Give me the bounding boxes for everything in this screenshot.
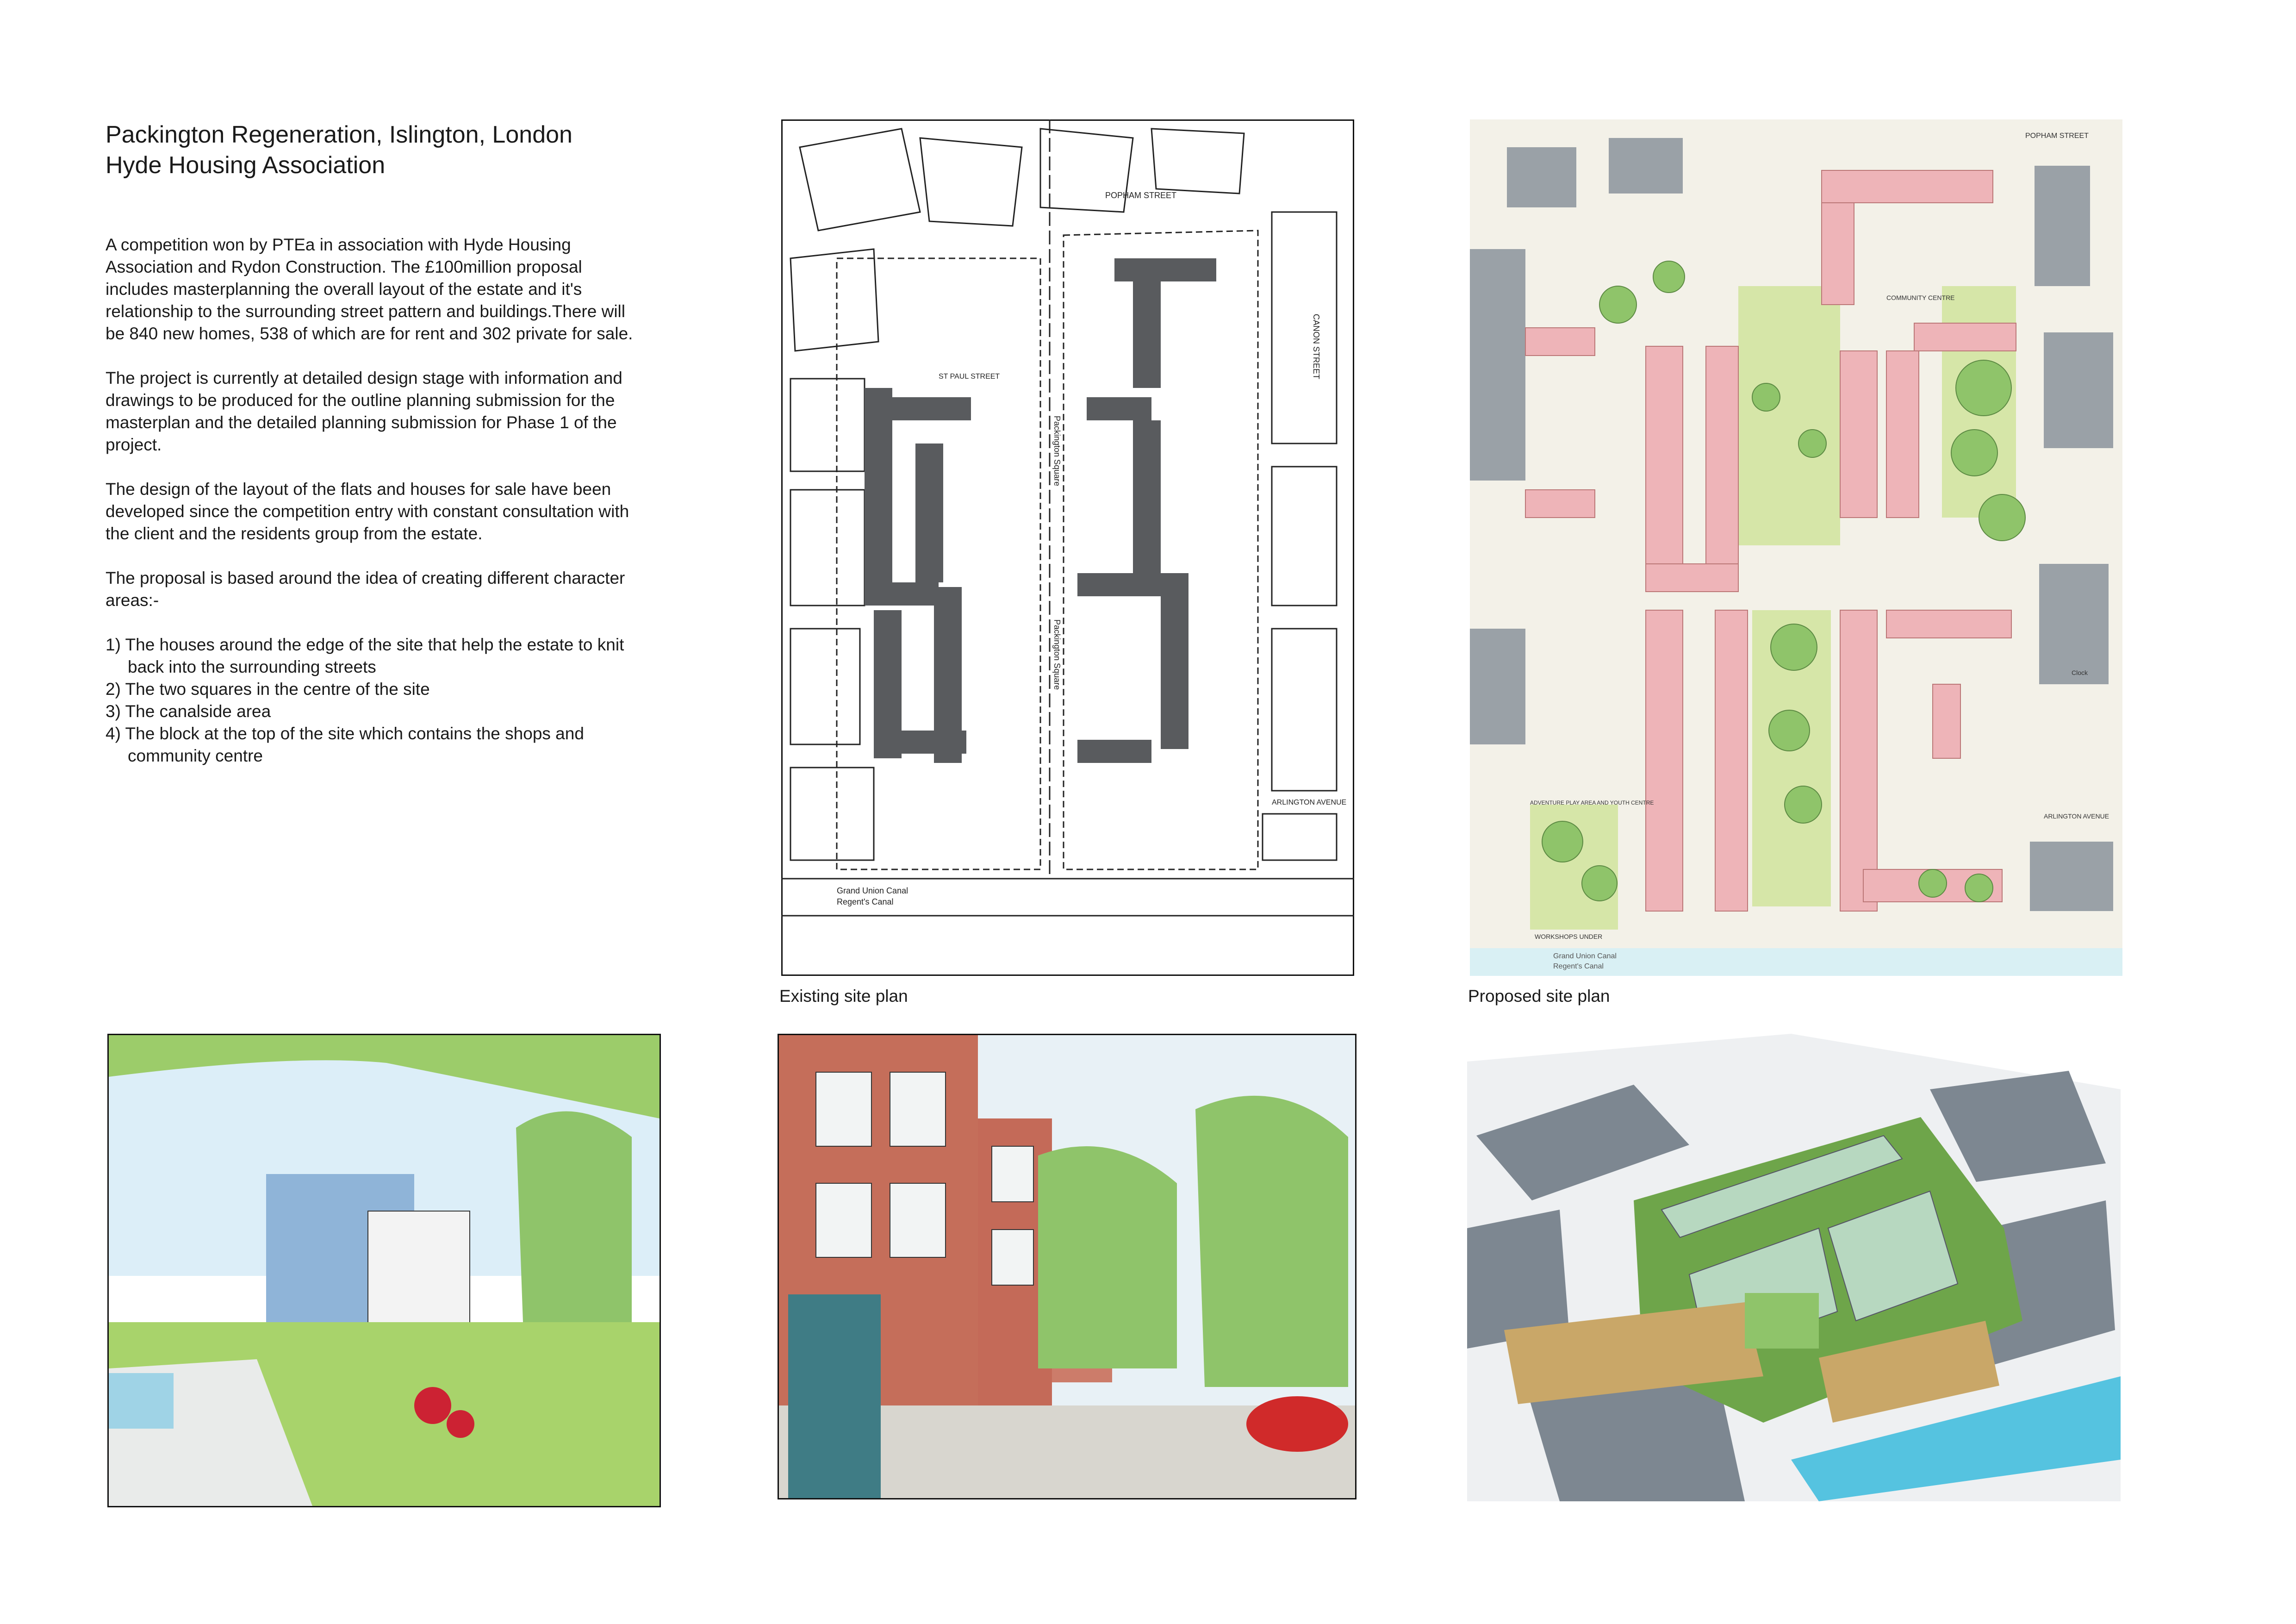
existing-canal-label-2: Regent's Canal xyxy=(837,897,894,906)
existing-arlington-avenue-label: ARLINGTON AVENUE xyxy=(1272,799,1347,806)
existing-street-right-label: CANON STREET xyxy=(1312,314,1321,380)
list-item: 2) The two squares in the centre of the site xyxy=(106,680,430,699)
existing-packington-square-label-2: Packington Square xyxy=(1052,619,1062,690)
community-centre-label: COMMUNITY CENTRE xyxy=(1886,294,1955,301)
paragraph-3: The design of the layout of the flats and houses for sale have been developed since the competition entry with constant consultation with the client and the residents group from the estate. xyxy=(106,480,629,543)
intro-text xyxy=(106,234,647,767)
paragraph-4: The proposal is based around the idea of creating different character areas:- xyxy=(106,568,625,610)
title-line-2: Hyde Housing Association xyxy=(106,152,386,179)
proposed-canal-label-2: Regent's Canal xyxy=(1553,962,1604,970)
caption-existing-site-plan: Existing site plan xyxy=(779,987,908,1006)
caption-proposed-site-plan: Proposed site plan xyxy=(1468,987,1610,1006)
list-item: 4) The block at the top of the site which contains the shops and community centre xyxy=(106,724,584,765)
character-areas-list xyxy=(106,634,647,767)
existing-site-plan xyxy=(781,119,1354,976)
adventure-play-label: ADVENTURE PLAY AREA AND YOUTH CENTRE xyxy=(1530,800,1654,806)
existing-packington-square-label-1: Packington Square xyxy=(1052,416,1062,487)
proposed-site-plan xyxy=(1470,119,2122,976)
title-line-1: Packington Regeneration, Islington, London xyxy=(106,121,572,148)
canalside-sketch-image xyxy=(107,1034,661,1507)
list-item: 1) The houses around the edge of the site that help the estate to knit back into the surrounding streets xyxy=(106,635,624,676)
existing-canal-label-1: Grand Union Canal xyxy=(837,886,908,895)
proposed-arlington-label: ARLINGTON AVENUE xyxy=(2044,812,2109,820)
proposed-canal-label-1: Grand Union Canal xyxy=(1553,952,1617,960)
clock-label: Clock xyxy=(2072,669,2088,676)
list-item: 3) The canalside area xyxy=(106,702,271,721)
paragraph-2: The project is currently at detailed design stage with information and drawings to be produced for the outline planning submission for the masterplan and the detailed planning submission for Phase 1 of the project. xyxy=(106,369,622,454)
paragraph-1: A competition won by PTEa in association with Hyde Housing Association and Rydon Construction. The £100million proposal includes masterplanning the overall layout of the estate and it's relationship to the surrounding street pattern and buildings.There will be 840 new homes, 538 of which are for rent and 302 private for sale. xyxy=(106,235,633,343)
existing-st-paul-street-label: ST PAUL STREET xyxy=(939,373,1000,381)
workshops-label: WORKSHOPS UNDER xyxy=(1535,933,1603,940)
street-sketch-image xyxy=(778,1034,1356,1499)
proposed-street-top-label: POPHAM STREET xyxy=(2025,132,2089,140)
existing-street-top-label: POPHAM STREET xyxy=(1105,191,1177,200)
aerial-view-image xyxy=(1467,1034,2121,1501)
page-title xyxy=(106,119,572,181)
